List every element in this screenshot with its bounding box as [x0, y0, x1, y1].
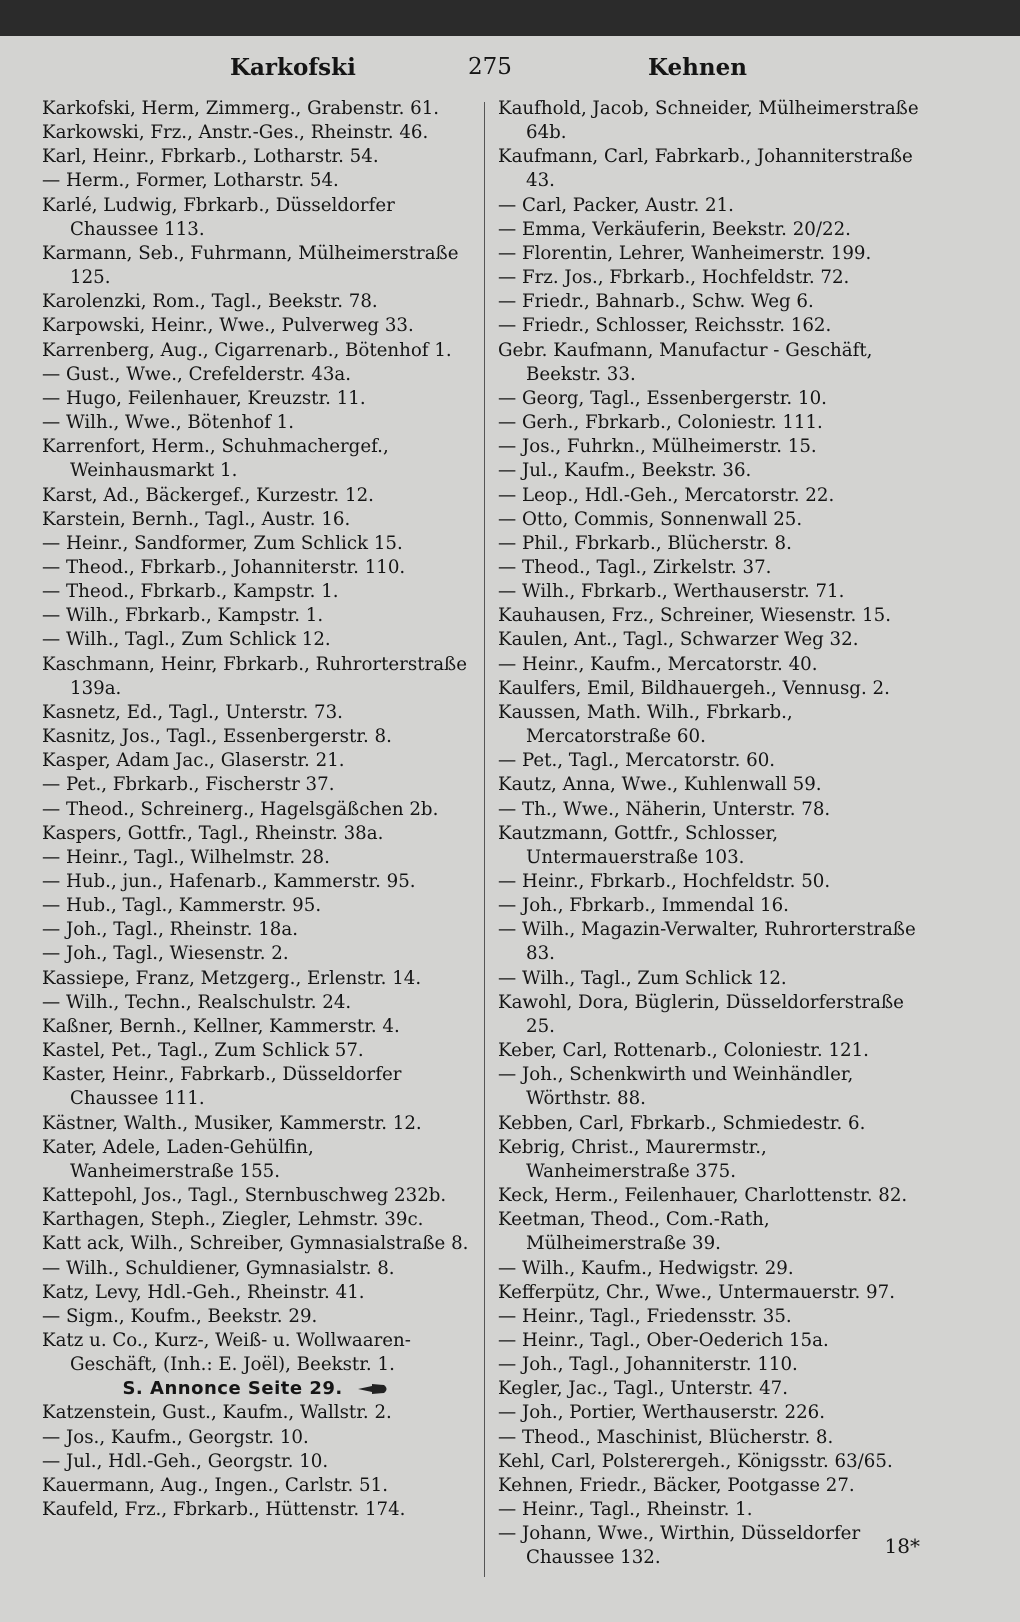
directory-entry: — Heinr., Tagl., Ober-Oederich 15a. — [498, 1329, 829, 1351]
directory-entry: — Phil., Fbrkarb., Blücherstr. 8. — [498, 532, 792, 554]
directory-entry: — Heinr., Tagl., Wilhelmstr. 28. — [42, 846, 330, 868]
left-column — [42, 97, 473, 1522]
directory-entry: — Gust., Wwe., Crefelderstr. 43a. — [42, 363, 352, 385]
directory-entry: — Hub., jun., Hafenarb., Kammerstr. 95. — [42, 871, 416, 892]
directory-entry: Karkofski, Herm, Zimmerg., Grabenstr. 61. — [42, 98, 440, 119]
directory-entry: — Joh., Tagl., Johanniterstr. 110. — [498, 1354, 798, 1376]
directory-entry: — Friedr., Bahnarb., Schw. Weg 6. — [498, 291, 814, 313]
directory-entry: Kawohl, Dora, Büglerin, Düsseldorferstraße 25. — [498, 991, 910, 1037]
directory-entry: — Jos., Fuhrkn., Mülheimerstr. 15. — [498, 436, 817, 458]
directory-entry: — Florentin, Lehrer, Wanheimerstr. 199. — [498, 242, 872, 264]
directory-entry: Kautzmann, Gottfr., Schlosser, Untermauerstraße 103. — [498, 822, 784, 868]
directory-entry: — Joh., Tagl., Rheinstr. 18a. — [42, 919, 298, 941]
directory-entry: Kastel, Pet., Tagl., Zum Schlick 57. — [42, 1040, 364, 1062]
directory-entry: — Heinr., Tagl., Rheinstr. 1. — [498, 1499, 753, 1521]
directory-entry: Keck, Herm., Feilenhauer, Charlottenstr. 82. — [498, 1185, 908, 1207]
directory-entry: — Joh., Portier, Werthauserstr. 226. — [498, 1402, 825, 1424]
directory-entry: — Wilh., Tagl., Zum Schlick 12. — [498, 967, 787, 989]
directory-entry: Karkowski, Frz., Anstr.-Ges., Rheinstr. 46. — [42, 122, 429, 144]
right-entry-list — [498, 97, 932, 1571]
directory-entry: Kasnitz, Jos., Tagl., Essenbergerstr. 8. — [42, 726, 392, 748]
directory-entry: — Wilh., Fbrkarb., Werthauserstr. 71. — [498, 581, 845, 603]
directory-entry: — Heinr., Kaufm., Mercatorstr. 40. — [498, 653, 818, 675]
directory-entry: — Joh., Fbrkarb., Immendal 16. — [498, 895, 789, 917]
directory-entry: Karmann, Seb., Fuhrmann, Mülheimerstraße 125. — [42, 242, 465, 289]
directory-entry: Keetman, Theod., Com.-Rath, Mülheimerstraße 39. — [498, 1209, 776, 1255]
directory-entry: Kauermann, Aug., Ingen., Carlstr. 51. — [42, 1474, 388, 1496]
directory-entry: — Heinr., Sandformer, Zum Schlick 15. — [42, 532, 403, 554]
directory-entry: — Heinr., Fbrkarb., Hochfeldstr. 50. — [498, 871, 831, 892]
directory-entry: — Wilh., Magazin-Verwalter, Ruhrorterstraße 83. — [498, 919, 922, 965]
directory-entry: — Carl, Packer, Austr. 21. — [498, 194, 734, 216]
directory-entry: — Theod., Fbrkarb., Johanniterstr. 110. — [42, 556, 406, 578]
header-left-keyword: Karkofski — [230, 54, 356, 81]
directory-entry: Gebr. Kaufmann, Manufactur - Geschäft, Beekstr. 33. — [498, 339, 879, 385]
directory-entry: Keber, Carl, Rottenarb., Coloniestr. 121. — [498, 1040, 869, 1062]
directory-entry: — Leop., Hdl.-Geh., Mercatorstr. 22. — [498, 484, 835, 506]
directory-entry: — Frz. Jos., Fbrkarb., Hochfeldstr. 72. — [498, 267, 850, 289]
directory-entry: — Jos., Kaufm., Georgstr. 10. — [42, 1426, 309, 1448]
annonce-line — [42, 1377, 470, 1401]
directory-entry: Kaster, Heinr., Fabrkarb., Düsseldorfer Chaussee 111. — [42, 1064, 408, 1110]
annonce-text: S. Annonce Seite 29. — [122, 1378, 343, 1400]
directory-entry: — Georg, Tagl., Essenbergerstr. 10. — [498, 387, 827, 409]
right-column — [498, 97, 932, 1571]
directory-entry: — Friedr., Schlosser, Reichsstr. 162. — [498, 315, 832, 337]
pointing-hand-icon — [356, 1382, 390, 1396]
directory-entry: Kauhausen, Frz., Schreiner, Wiesenstr. 15. — [498, 605, 891, 627]
directory-entry: Karpowski, Heinr., Wwe., Pulverweg 33. — [42, 315, 414, 337]
directory-entry: Kaspers, Gottfr., Tagl., Rheinstr. 38a. — [42, 822, 384, 844]
directory-entry: — Wilh., Tagl., Zum Schlick 12. — [42, 629, 331, 651]
directory-entry: Karrenberg, Aug., Cigarrenarb., Bötenhof 1. — [42, 339, 452, 361]
directory-entry: Kebrig, Christ., Maurermstr., Wanheimerstraße 375. — [498, 1136, 773, 1182]
directory-entry: — Theod., Schreinerg., Hagelsgäßchen 2b. — [42, 798, 439, 820]
page-header — [30, 54, 990, 94]
directory-entry: — Otto, Commis, Sonnenwall 25. — [498, 508, 803, 530]
directory-entry: — Theod., Tagl., Zirkelstr. 37. — [498, 556, 772, 578]
directory-entry: Karolenzki, Rom., Tagl., Beekstr. 78. — [42, 291, 378, 313]
directory-entry: Kebben, Carl, Fbrkarb., Schmiedestr. 6. — [498, 1112, 866, 1134]
directory-entry: — Jul., Hdl.-Geh., Georgstr. 10. — [42, 1450, 329, 1472]
directory-entry: — Sigm., Koufm., Beekstr. 29. — [42, 1305, 318, 1327]
directory-entry: — Joh., Tagl., Wiesenstr. 2. — [42, 943, 289, 965]
directory-entry: — Wilh., Fbrkarb., Kampstr. 1. — [42, 605, 324, 627]
directory-entry: — Wilh., Techn., Realschulstr. 24. — [42, 991, 352, 1013]
directory-entry: — Theod., Maschinist, Blücherstr. 8. — [498, 1426, 834, 1448]
directory-entry: Kaßner, Bernh., Kellner, Kammerstr. 4. — [42, 1015, 400, 1037]
directory-entry: Kaussen, Math. Wilh., Fbrkarb., Mercatorstraße 60. — [498, 701, 799, 748]
directory-entry: Kehl, Carl, Polsterergeh., Königsstr. 63/65. — [498, 1450, 893, 1472]
header-right-keyword: Kehnen — [648, 54, 747, 81]
directory-entry: — Hub., Tagl., Kammerstr. 95. — [42, 895, 322, 917]
directory-entry: Kater, Adele, Laden-Gehülfin, Wanheimerstraße 155. — [42, 1136, 320, 1182]
directory-entry: Karstein, Bernh., Tagl., Austr. 16. — [42, 508, 351, 530]
directory-entry: — Gerh., Fbrkarb., Coloniestr. 111. — [498, 412, 823, 434]
directory-entry: Kattepohl, Jos., Tagl., Sternbuschweg 232b. — [42, 1185, 447, 1207]
directory-entry: — Theod., Fbrkarb., Kampstr. 1. — [42, 581, 339, 603]
directory-page — [0, 36, 1020, 1622]
directory-entry: Karthagen, Steph., Ziegler, Lehmstr. 39c. — [42, 1209, 424, 1231]
directory-entry: Kästner, Walth., Musiker, Kammerstr. 12. — [42, 1112, 422, 1134]
directory-entry: Kehnen, Friedr., Bäcker, Pootgasse 27. — [498, 1474, 855, 1496]
directory-entry: Kegler, Jac., Tagl., Unterstr. 47. — [498, 1378, 789, 1400]
directory-entry: — Wilh., Schuldiener, Gymnasialstr. 8. — [42, 1257, 395, 1279]
directory-entry: Kaulen, Ant., Tagl., Schwarzer Weg 32. — [498, 629, 859, 651]
left-entry-list — [42, 97, 473, 1377]
signature-mark: 18* — [884, 1534, 920, 1558]
directory-entry: — Emma, Verkäuferin, Beekstr. 20/22. — [498, 218, 851, 240]
directory-entry: Kasnetz, Ed., Tagl., Unterstr. 73. — [42, 701, 343, 723]
directory-entry: Kaufeld, Frz., Fbrkarb., Hüttenstr. 174. — [42, 1499, 406, 1521]
directory-entry: Karst, Ad., Bäckergef., Kurzestr. 12. — [42, 484, 374, 506]
directory-entry: — Th., Wwe., Näherin, Unterstr. 78. — [498, 798, 831, 820]
directory-entry: — Joh., Schenkwirth und Weinhändler, Wörthstr. 88. — [498, 1064, 860, 1110]
directory-entry: Kautz, Anna, Wwe., Kuhlenwall 59. — [498, 774, 822, 796]
directory-entry: — Wilh., Wwe., Bötenhof 1. — [42, 412, 295, 434]
directory-entry: Katzenstein, Gust., Kaufm., Wallstr. 2. — [42, 1402, 392, 1424]
directory-entry: Katt ack, Wilh., Schreiber, Gymnasialstraße 8. — [42, 1233, 469, 1255]
directory-entry: Kaufhold, Jacob, Schneider, Mülheimerstraße 64b. — [498, 98, 925, 144]
directory-entry: Karrenfort, Herm., Schuhmachergef., Weinhausmarkt 1. — [42, 436, 395, 482]
directory-entry: — Hugo, Feilenhauer, Kreuzstr. 11. — [42, 387, 366, 409]
directory-entry: — Johann, Wwe., Wirthin, Düsseldorfer Chaussee 132. — [498, 1523, 866, 1569]
directory-entry: — Pet., Tagl., Mercatorstr. 60. — [498, 750, 776, 772]
directory-entry: Kaulfers, Emil, Bildhauergeh., Vennusg. 2. — [498, 677, 890, 699]
directory-entry: Kaschmann, Heinr, Fbrkarb., Ruhrorterstraße 139a. — [42, 653, 473, 699]
directory-entry: — Heinr., Tagl., Friedensstr. 35. — [498, 1305, 792, 1327]
directory-entry: Katz, Levy, Hdl.-Geh., Rheinstr. 41. — [42, 1281, 365, 1303]
directory-entry: Karl, Heinr., Fbrkarb., Lotharstr. 54. — [42, 146, 379, 168]
directory-entry: — Wilh., Kaufm., Hedwigstr. 29. — [498, 1257, 794, 1279]
directory-entry: Kasper, Adam Jac., Glaserstr. 21. — [42, 750, 345, 772]
column-divider — [484, 102, 485, 1577]
left-entry-list-after — [42, 1401, 470, 1522]
directory-entry: Katz u. Co., Kurz-, Weiß- u. Wollwaaren-Geschäft, (Inh.: E. Joël), Beekstr. 1. — [42, 1329, 411, 1376]
directory-entry: Kassiepe, Franz, Metzgerg., Erlenstr. 14. — [42, 967, 422, 989]
page-number: 275 — [468, 54, 512, 80]
directory-entry: Kefferpütz, Chr., Wwe., Untermauerstr. 97. — [498, 1281, 895, 1303]
directory-entry: Karlé, Ludwig, Fbrkarb., Düsseldorfer Chaussee 113. — [42, 194, 401, 240]
directory-entry: — Pet., Fbrkarb., Fischerstr 37. — [42, 774, 335, 796]
directory-entry: — Herm., Former, Lotharstr. 54. — [42, 170, 339, 192]
directory-entry: Kaufmann, Carl, Fabrkarb., Johanniterstraße 43. — [498, 146, 919, 192]
directory-entry: — Jul., Kaufm., Beekstr. 36. — [498, 460, 752, 482]
